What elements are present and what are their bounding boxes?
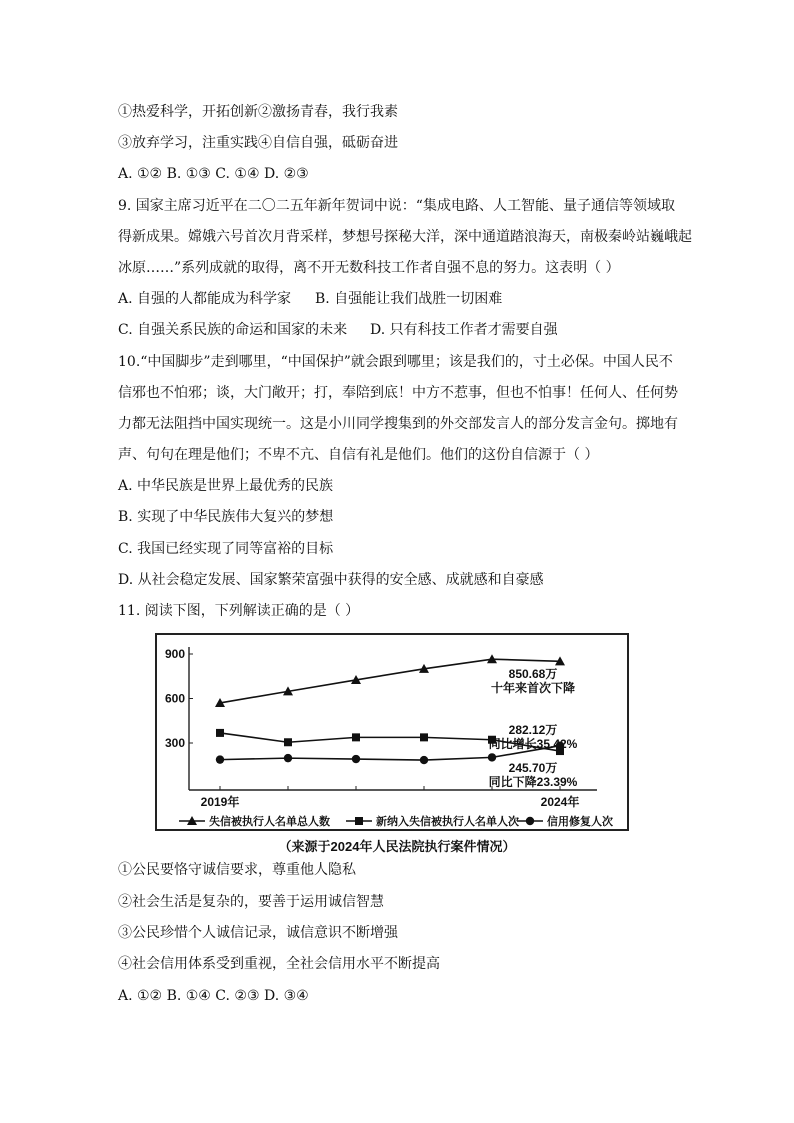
q10-option-c: C. 我国已经实现了同等富裕的目标 [118, 541, 334, 557]
chart-caption: （来源于2024年人民法院执行案件情况） [278, 839, 516, 854]
line-chart [157, 635, 627, 829]
q8-item-line-2: ③放弃学习，注重实践④自信自强，砥砺奋进 [118, 135, 398, 151]
legend-marker [526, 817, 534, 825]
legend-label: 失信被执行人名单总人数 [209, 816, 330, 828]
y-tick-label: 300 [164, 736, 185, 750]
x-tick-label: 2019年 [200, 795, 240, 809]
data-annotation: 245.70万 [508, 761, 558, 775]
q10-option-d: D. 从社会稳定发展、国家繁荣富强中获得的安全感、成就感和自豪感 [118, 572, 544, 588]
q9-options-row-2 [118, 320, 558, 340]
data-annotation: 282.12万 [508, 723, 558, 737]
q9-option-c: C. 自强关系民族的命运和国家的未来 [118, 322, 348, 338]
q9-stem-line-3: 冰原……”系列成就的取得，离不开无数科技工作者自强不息的努力。这表明（ ） [118, 260, 620, 276]
data-point [284, 754, 292, 762]
chart-frame [155, 633, 629, 831]
q9-stem-line-1: 9. 国家主席习近平在二〇二五年新年贺词中说：“集成电路、人工智能、量子通信等领域取 [118, 198, 675, 214]
data-annotation: 850.68万 [508, 667, 558, 681]
q11-item-3: ③公民珍惜个人诚信记录，诚信意识不断增强 [118, 925, 398, 941]
q10-stem-line-3: 力都无法阻挡中国实现统一。这是小川同学搜集到的外交部发言人的部分发言金句。掷地有 [118, 416, 678, 432]
q10-stem-line-1: 10.“中国脚步”走到哪里，“中国保护”就会跟到哪里；该是我们的，寸土必保。中国人民不 [118, 354, 673, 370]
data-annotation: 同比下降23.39% [488, 775, 578, 789]
q10-option-a: A. 中华民族是世界上最优秀的民族 [118, 478, 334, 494]
data-point [216, 729, 224, 737]
q8-item-line-1: ①热爱科学，开拓创新②激扬青春，我行我素 [118, 104, 398, 120]
q10-stem-line-2: 信邪也不怕邪；谈，大门敞开；打，奉陪到底！中方不惹事，但也不怕事！任何人、任何势 [118, 385, 678, 401]
q11-item-1: ①公民要恪守诚信要求，尊重他人隐私 [118, 862, 356, 878]
q9-option-d: D. 只有科技工作者才需要自强 [370, 322, 558, 338]
data-point [488, 753, 496, 761]
q9-option-a: A. 自强的人都能成为科学家 [118, 291, 292, 307]
q8-options: A. ①② B. ①③ C. ①④ D. ②③ [118, 166, 309, 182]
y-tick-label: 900 [164, 647, 185, 661]
y-tick-label: 600 [164, 691, 185, 706]
q11-item-2: ②社会生活是复杂的，要善于运用诚信智慧 [118, 894, 384, 910]
q11-options: A. ①② B. ①④ C. ②③ D. ③④ [118, 988, 309, 1004]
data-annotation: 十年来首次下降 [490, 681, 576, 695]
q9-option-b: B. 自强能让我们战胜一切困难 [315, 291, 503, 307]
data-point [352, 733, 360, 741]
data-point [352, 755, 360, 763]
x-tick-label: 2024年 [540, 795, 580, 809]
q9-options-row-1 [118, 289, 502, 309]
q10-stem-line-4: 声、句句在理是他们；不卑不亢、自信有礼是他们。他们的这份自信源于（ ） [118, 447, 599, 463]
data-point [420, 733, 428, 741]
q10-option-b: B. 实现了中华民族伟大复兴的梦想 [118, 509, 334, 525]
q9-stem-line-2: 得新成果。嫦娥六号首次月背采样，梦想号探秘大洋，深中通道踏浪海天，南极秦岭站巍峨起 [118, 229, 692, 245]
legend-label: 新纳入失信被执行人名单人次 [376, 816, 519, 828]
q11-item-4: ④社会信用体系受到重视，全社会信用水平不断提高 [118, 956, 440, 972]
data-point [420, 756, 428, 764]
data-annotation: 同比增长35.42% [488, 737, 578, 751]
q11-stem: 11. 阅读下图，下列解读正确的是（ ） [118, 603, 360, 619]
data-point [216, 755, 224, 763]
data-point [284, 738, 292, 746]
legend-marker [355, 817, 363, 825]
legend-label: 信用修复人次 [547, 816, 613, 828]
